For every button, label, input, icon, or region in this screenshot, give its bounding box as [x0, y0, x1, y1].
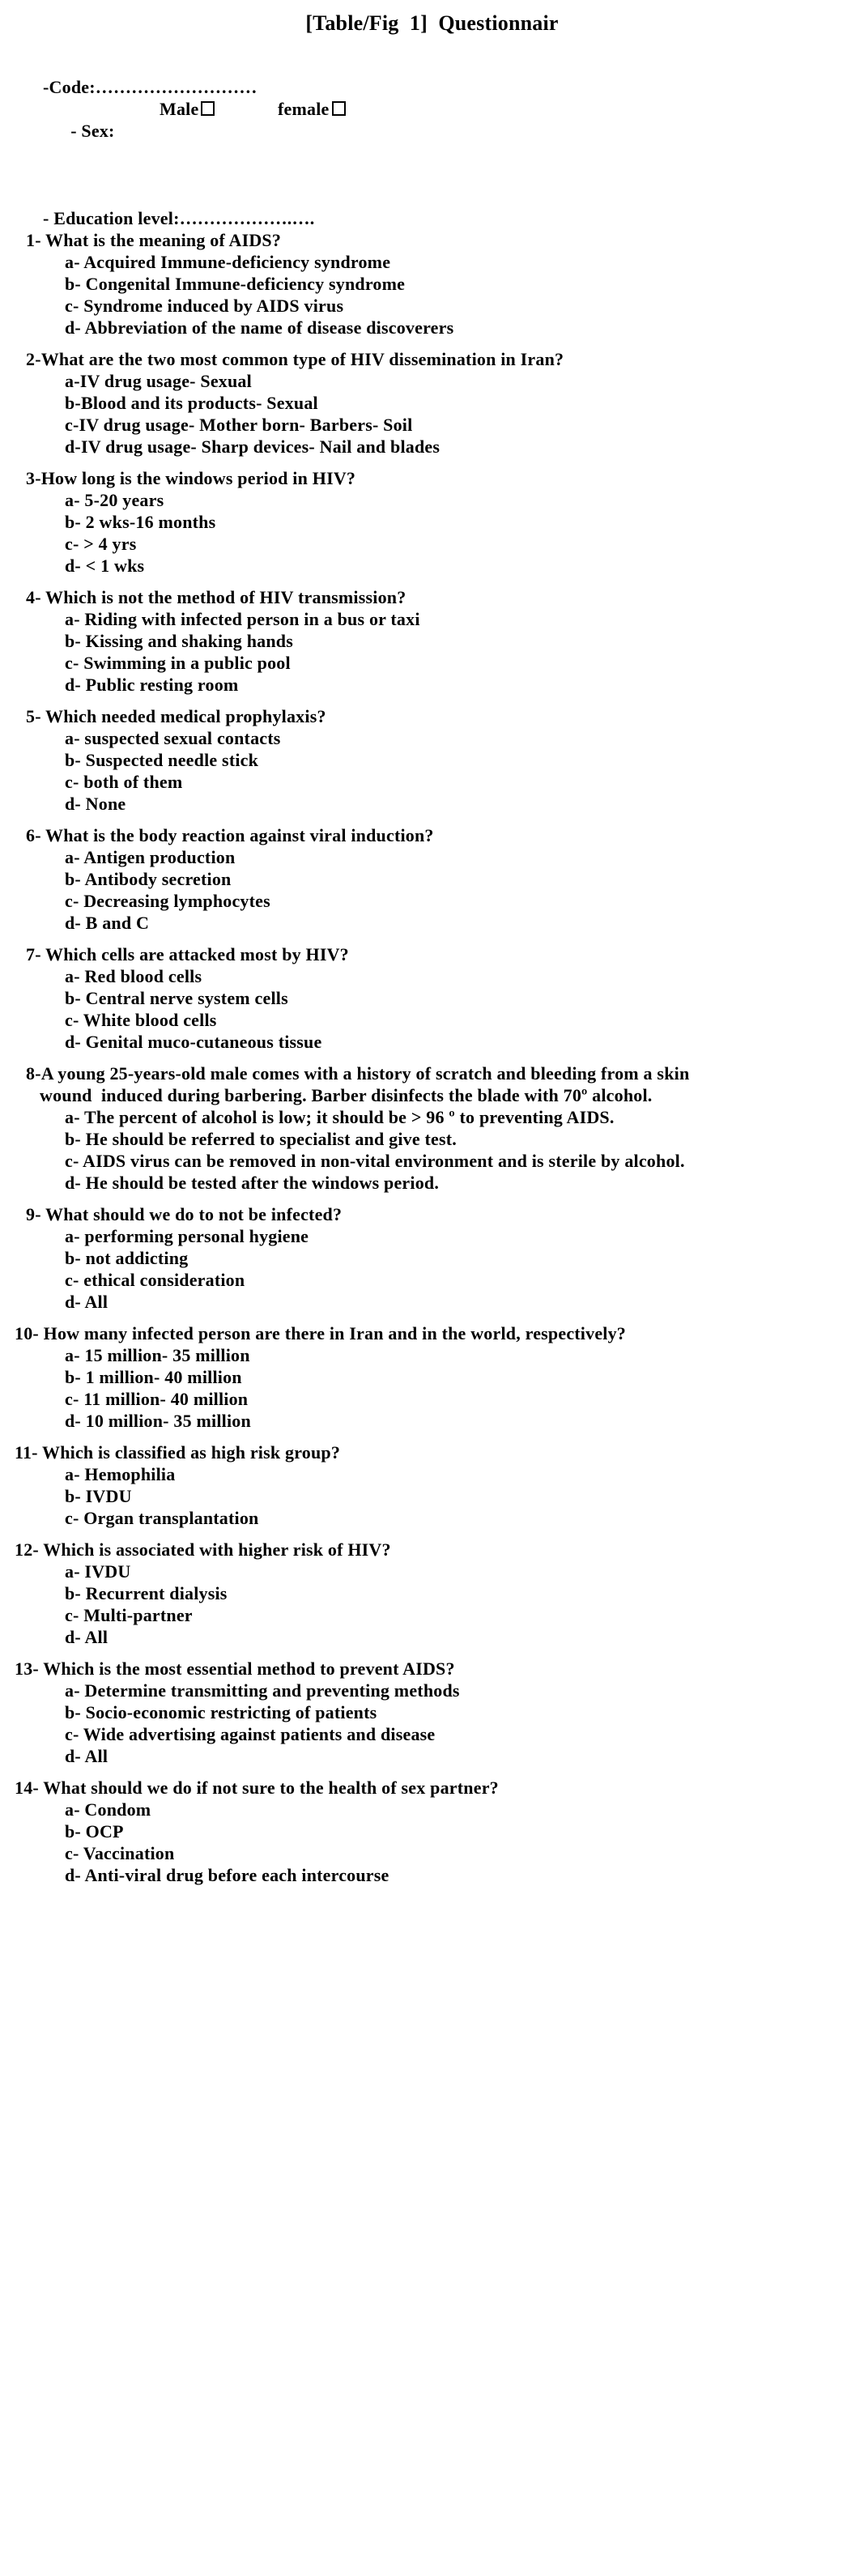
- option-line: a- Hemophilia: [65, 1464, 176, 1484]
- question-text: 6- What is the body reaction against viral induction?: [26, 825, 434, 845]
- option-line: c- AIDS virus can be removed in non-vital environment and is sterile by alcohol.: [65, 1151, 685, 1171]
- question-text: 14- What should we do if not sure to the health of sex partner?: [15, 1778, 499, 1798]
- female-label: female: [278, 99, 330, 119]
- option-line: c- Swimming in a public pool: [65, 653, 291, 673]
- question-block-7: [0, 943, 864, 1053]
- option-line: b- 2 wks-16 months: [65, 512, 216, 532]
- option-line: a- The percent of alcohol is low; it should be > 96 º to preventing AIDS.: [65, 1107, 615, 1127]
- option-line: b- Central nerve system cells: [65, 988, 288, 1008]
- question-block-2: [0, 348, 864, 458]
- option-line: c- Multi-partner: [65, 1605, 193, 1625]
- option-line: c- Decreasing lymphocytes: [65, 891, 270, 911]
- option-line: b- OCP: [65, 1821, 124, 1842]
- figure-title: [Table/Fig 1] Questionnair: [305, 11, 559, 35]
- option-line: d- All: [65, 1292, 109, 1312]
- option-line: b- Antibody secretion: [65, 869, 232, 889]
- female-checkbox[interactable]: [332, 101, 346, 116]
- option-line: a- IVDU: [65, 1561, 131, 1582]
- question-text: 1- What is the meaning of AIDS?: [26, 230, 282, 250]
- option-line: c- White blood cells: [65, 1010, 217, 1030]
- option-line: d- All: [65, 1627, 109, 1647]
- option-line: c- 11 million- 40 million: [65, 1389, 249, 1409]
- option-line: d- All: [65, 1746, 109, 1766]
- male-label: Male: [160, 99, 199, 119]
- question-text: 5- Which needed medical prophylaxis?: [26, 706, 326, 726]
- sex-label: - Sex:: [70, 121, 115, 141]
- option-line: a- 5-20 years: [65, 490, 164, 510]
- question-text: 10- How many infected person are there in Iran and in the world, respectively?: [15, 1323, 626, 1343]
- question-block-3: [0, 467, 864, 577]
- option-line: a- Condom: [65, 1799, 151, 1820]
- option-line: d- Abbreviation of the name of disease discoverers: [65, 317, 454, 338]
- question-text: 3-How long is the windows period in HIV?: [26, 468, 356, 488]
- question-text: 2-What are the two most common type of HIV dissemination in Iran?: [26, 349, 564, 369]
- question-text: 4- Which is not the method of HIV transmission?: [26, 587, 406, 607]
- option-line: c-IV drug usage- Mother born- Barbers- Soil: [65, 415, 413, 435]
- option-line: d- None: [65, 794, 126, 814]
- option-line: a- 15 million- 35 million: [65, 1345, 250, 1365]
- question-block-8: [0, 1062, 864, 1194]
- question-text: 11- Which is classified as high risk group?: [15, 1442, 341, 1463]
- option-line: b-Blood and its products- Sexual: [65, 393, 318, 413]
- option-line: a- Determine transmitting and preventing methods: [65, 1680, 460, 1701]
- option-line: c- Vaccination: [65, 1843, 175, 1863]
- question-block-10: [0, 1322, 864, 1432]
- question-text: 8-A young 25-years-old male comes with a history of scratch and bleeding from a skin: [26, 1063, 690, 1084]
- option-line: b- 1 million- 40 million: [65, 1367, 242, 1387]
- question-block-14: [0, 1777, 864, 1886]
- option-line: c- > 4 yrs: [65, 534, 137, 554]
- code-field: -Code:………………………: [43, 77, 257, 97]
- option-line: d- B and C: [65, 913, 150, 933]
- option-line: d- Anti-viral drug before each intercourse: [65, 1865, 389, 1885]
- option-line: c- both of them: [65, 772, 183, 792]
- option-line: d- 10 million- 35 million: [65, 1411, 251, 1431]
- question-text: 13- Which is the most essential method to prevent AIDS?: [15, 1658, 455, 1679]
- option-line: c- ethical consideration: [65, 1270, 245, 1290]
- option-line: c- Organ transplantation: [65, 1508, 259, 1528]
- option-line: d- Public resting room: [65, 675, 239, 695]
- question-block-13: [0, 1658, 864, 1767]
- option-line: a- Acquired Immune-deficiency syndrome: [65, 252, 391, 272]
- question-text: 9- What should we do to not be infected?: [26, 1204, 343, 1224]
- option-line: b- Congenital Immune-deficiency syndrome: [65, 274, 406, 294]
- option-line: b- Suspected needle stick: [65, 750, 259, 770]
- option-line: a- Red blood cells: [65, 966, 202, 986]
- question-block-12: [0, 1539, 864, 1648]
- option-line: a- suspected sexual contacts: [65, 728, 281, 748]
- option-line: d- Genital muco-cutaneous tissue: [65, 1032, 322, 1052]
- question-block-6: [0, 824, 864, 934]
- question-block-5: [0, 705, 864, 815]
- option-line: a-IV drug usage- Sexual: [65, 371, 252, 391]
- option-line: d- < 1 wks: [65, 556, 145, 576]
- option-line: d-IV drug usage- Sharp devices- Nail and blades: [65, 436, 441, 457]
- option-line: a- Antigen production: [65, 847, 236, 867]
- option-line: b- Socio-economic restricting of patients: [65, 1702, 377, 1722]
- question-block-1: [0, 229, 864, 338]
- option-line: b- He should be referred to specialist and give test.: [65, 1129, 457, 1149]
- option-line: b- Recurrent dialysis: [65, 1583, 228, 1603]
- option-line: c- Syndrome induced by AIDS virus: [65, 296, 344, 316]
- question-block-11: [0, 1441, 864, 1529]
- male-checkbox[interactable]: [201, 101, 215, 116]
- question-text: 12- Which is associated with higher risk of HIV?: [15, 1539, 391, 1560]
- male-option: [160, 98, 215, 120]
- option-line: b- IVDU: [65, 1486, 132, 1506]
- education-field: - Education level:……………….….: [43, 208, 315, 228]
- option-line: a- performing personal hygiene: [65, 1226, 309, 1246]
- option-line: d- He should be tested after the windows period.: [65, 1173, 440, 1193]
- option-line: c- Wide advertising against patients and disease: [65, 1724, 436, 1744]
- question-block-9: [0, 1203, 864, 1313]
- sex-row: [0, 98, 864, 207]
- option-line: b- not addicting: [65, 1248, 189, 1268]
- question-block-4: [0, 586, 864, 696]
- respondent-header: [0, 76, 864, 229]
- female-option: [278, 98, 346, 120]
- question-text: 7- Which cells are attacked most by HIV?: [26, 944, 349, 964]
- question-text-continued: wound induced during barbering. Barber disinfects the blade with 70º alcohol.: [40, 1085, 653, 1105]
- option-line: a- Riding with infected person in a bus or taxi: [65, 609, 420, 629]
- option-line: b- Kissing and shaking hands: [65, 631, 293, 651]
